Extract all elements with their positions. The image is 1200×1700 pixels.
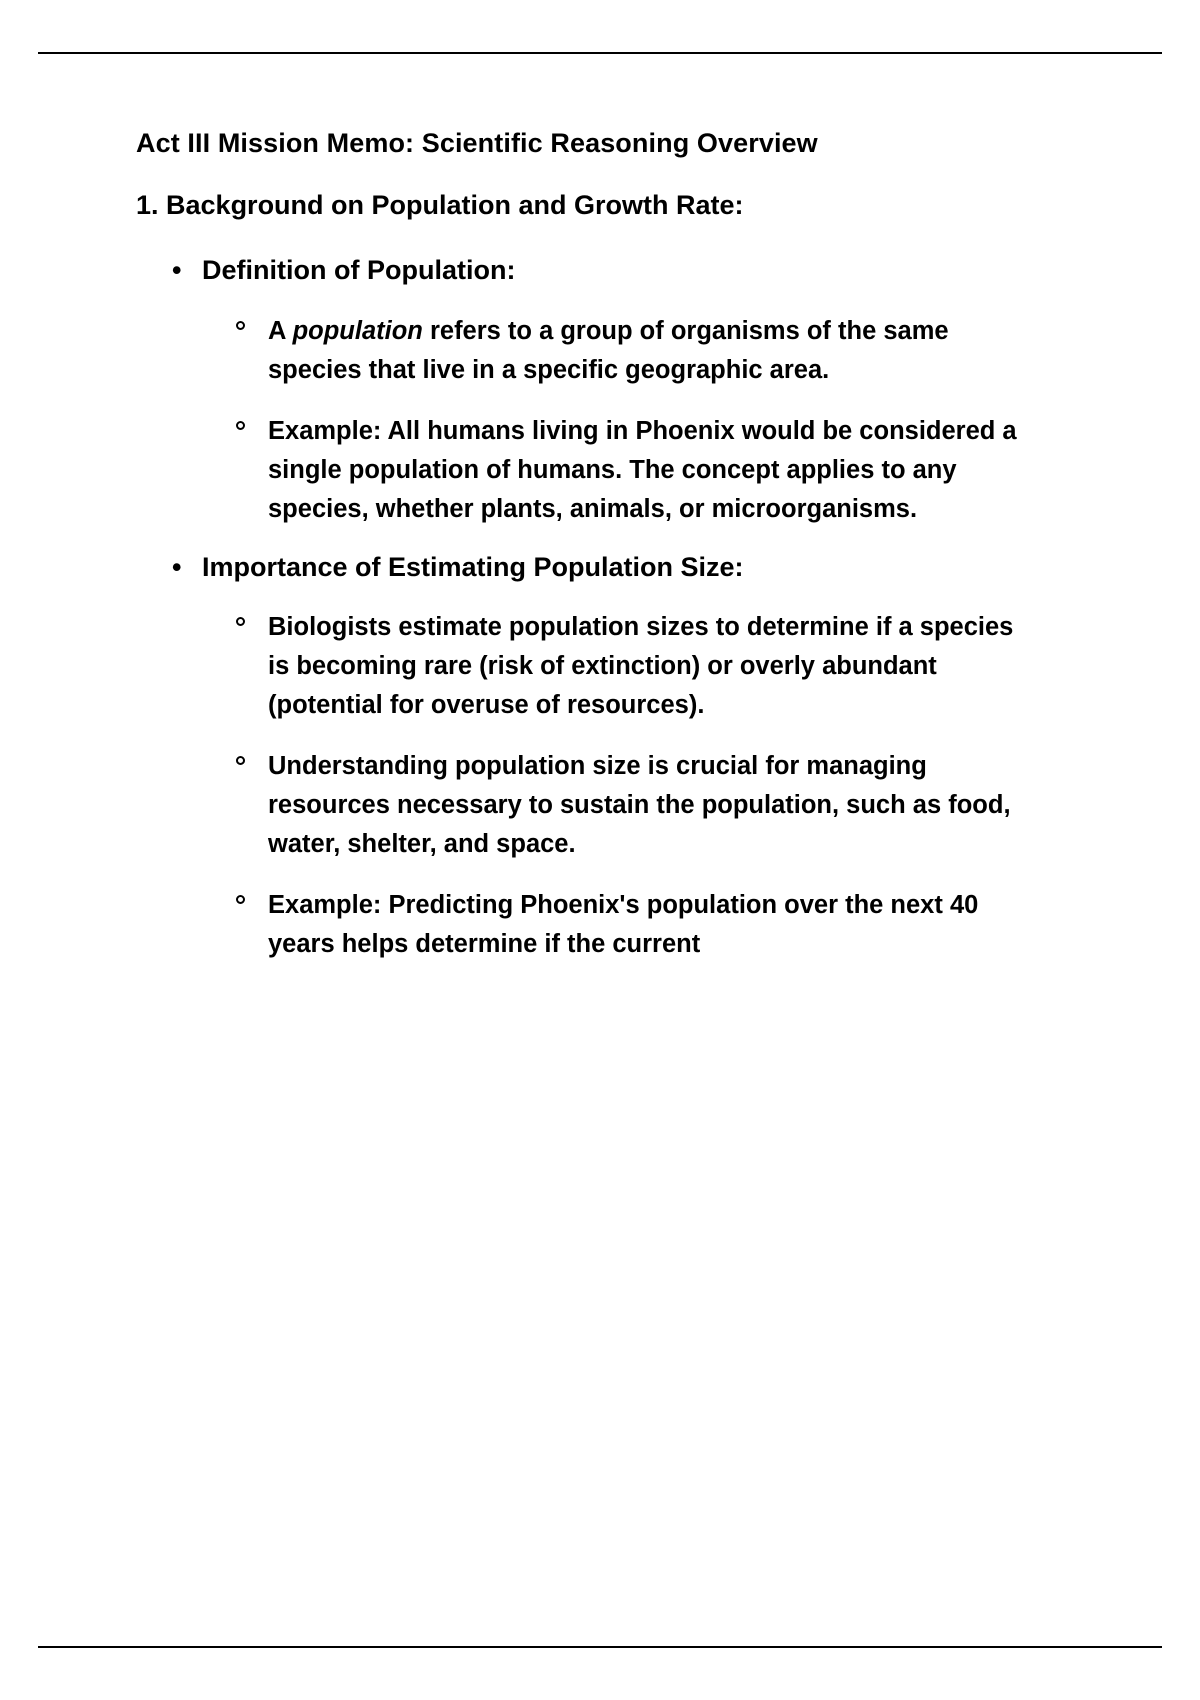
circle-bullet-icon: [236, 617, 245, 626]
page-title: Act III Mission Memo: Scientific Reasoning Overview: [136, 128, 818, 158]
list-item-text: Understanding population size is crucial for managing resources necessary to sustain the population, such as food, water, shelter, and space.: [268, 752, 1011, 859]
bullet-marker-icon: •: [172, 254, 182, 285]
circle-bullet-icon: [236, 756, 245, 765]
list-item-text: Biologists estimate population sizes to determine if a species is becoming rare (risk of extinction) or overly abundant (potential for overuse of resources).: [268, 613, 1014, 720]
list-item: [202, 312, 1036, 390]
list-item: [136, 252, 1036, 529]
circle-bullet-icon: [236, 421, 245, 430]
list-item-heading: Importance of Estimating Population Size:: [202, 551, 744, 582]
list-item: [202, 608, 1036, 725]
circle-bullet-icon: [236, 321, 245, 330]
section-heading: 1. Background on Population and Growth Rate:: [136, 190, 744, 221]
list-item-text-lead: A: [268, 316, 293, 345]
footer-divider: [38, 1646, 1162, 1648]
list-item-text: Example: Predicting Phoenix's population over the next 40 years helps determine if the current: [268, 891, 979, 959]
circle-bullet-icon: [236, 895, 245, 904]
list-item-heading: Definition of Population:: [202, 254, 516, 285]
outline-level-1: [136, 252, 1036, 965]
list-item: [202, 747, 1036, 864]
list-item: [202, 412, 1036, 529]
outline-level-2: [202, 312, 1036, 529]
list-item-text-emphasis: population: [292, 316, 423, 345]
document-body: [136, 125, 1036, 984]
header-divider: [38, 52, 1162, 54]
bullet-marker-icon: •: [172, 551, 182, 582]
outline-level-2: [202, 608, 1036, 964]
list-item-text: Example: All humans living in Phoenix would be considered a single population of humans. The concept applies to any species, whether plants, animals, or microorganisms.: [268, 416, 1017, 523]
list-item: [136, 549, 1036, 965]
list-item: [202, 886, 1036, 964]
list-item-text-rest: refers to a group of organisms of the same species that live in a specific geographic area.: [268, 316, 949, 384]
